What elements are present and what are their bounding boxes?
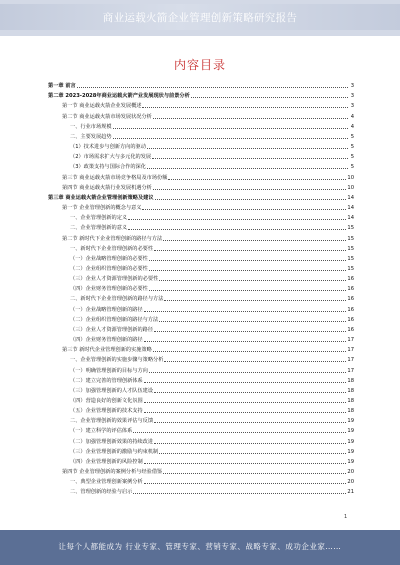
toc-entry[interactable] (48, 457, 354, 467)
toc-leader-dots (153, 351, 347, 352)
toc-entry-label: 一、新时代下企业管理创新的必要性 (70, 245, 154, 252)
toc-entry-page: 18 (347, 398, 354, 404)
toc-leader-dots (147, 168, 348, 169)
toc-leader-dots (152, 158, 348, 159)
toc-entry-label: （三）加强管理创新的人才队伍建设 (70, 387, 154, 394)
toc-entry-label: 一、行业市场规模 (70, 123, 112, 130)
toc-entry-page: 14 (347, 215, 354, 222)
toc-entry[interactable] (48, 386, 354, 396)
toc-leader-dots (142, 209, 346, 210)
toc-entry-page: 3 (350, 93, 354, 100)
toc-leader-dots (163, 240, 346, 241)
toc-leader-dots (149, 270, 347, 271)
toc-leader-dots (142, 107, 348, 108)
toc-entry-label: （一）企业战略管理创新的必要性 (70, 255, 148, 262)
toc-entry[interactable] (48, 223, 354, 233)
toc-entry-page: 16 (347, 316, 354, 323)
toc-entry-page: 18 (347, 387, 354, 394)
toc-entry-page: 21 (347, 489, 354, 496)
toc-entry-page: 17 (347, 367, 354, 374)
toc-entry-page: 17 (347, 337, 354, 344)
toc-entry-page: 3 (350, 103, 354, 110)
toc-leader-dots (149, 260, 347, 261)
toc-entry[interactable] (48, 101, 354, 111)
toc-entry-page: 19 (347, 428, 354, 435)
toc-leader-dots (128, 219, 346, 220)
toc-entry[interactable] (48, 447, 354, 457)
toc-entry-page: 15 (347, 255, 354, 262)
toc-entry[interactable] (48, 264, 354, 274)
report-title: 商业运载火箭企业管理创新策略研究报告 (102, 12, 298, 24)
toc-entry-label: （二）企业组织管理创新的路径与方法 (70, 316, 159, 323)
toc-entry[interactable] (48, 111, 354, 121)
toc-entry-page: 16 (347, 326, 354, 333)
toc-entry-label: 一、典型企业管理创新案例分析 (70, 479, 143, 486)
toc-entry-label: 二、管理创新的经验与启示 (70, 489, 133, 496)
toc-entry-page: 19 (347, 458, 354, 465)
toc-entry[interactable] (48, 284, 354, 294)
toc-entry-label: （一）明确管理创新的目标与方向 (70, 367, 148, 374)
toc-leader-dots (147, 148, 348, 149)
toc-entry-label: （三）企业管理创新的激励与约束机制 (70, 448, 159, 455)
toc-entry-page: 5 (350, 164, 354, 171)
toc-entry[interactable] (48, 142, 354, 152)
toc-entry[interactable] (48, 477, 354, 487)
toc-entry-page: 16 (347, 296, 354, 303)
toc-entry[interactable] (48, 162, 354, 172)
toc-leader-dots (153, 189, 347, 190)
toc-entry-label: 第三章 商业运载火箭企业管理创新策略及建议 (48, 194, 154, 201)
toc-entry-label: 第三节 商业运载火箭市场竞争格局及市场份额 (62, 174, 168, 181)
toc-entry[interactable] (48, 396, 354, 406)
toc-entry[interactable] (48, 183, 354, 193)
toc-entry-label: 二、企业管理创新的效果评估与反馈 (70, 418, 154, 425)
toc-entry[interactable] (48, 91, 354, 101)
toc-entry-page: 18 (347, 408, 354, 415)
toc-entry-label: 第一章 前言 (48, 83, 76, 90)
toc-leader-dots (154, 422, 346, 423)
toc-leader-dots (113, 138, 348, 139)
toc-leader-dots (144, 483, 347, 484)
toc-leader-dots (159, 453, 346, 454)
toc-leader-dots (154, 331, 346, 332)
toc-entry[interactable] (48, 426, 354, 436)
toc-entry-label: （三）企业人才资源管理创新的路径 (70, 326, 154, 333)
toc-leader-dots (159, 280, 346, 281)
toc-entry-page: 19 (347, 418, 354, 425)
toc-entry-page: 5 (350, 133, 354, 140)
table-of-contents (48, 81, 354, 511)
toc-entry-page: 15 (347, 235, 354, 242)
toc-entry-label: 一、企业管理创新的实施步骤与策略分析 (70, 357, 164, 364)
toc-entry-label: （二）企业组织管理创新的必要性 (70, 265, 148, 272)
toc-entry-label: 第四节 商业运载火箭行业发展机遇分析 (62, 184, 152, 191)
toc-entry-label: 二、企业管理创新的意义 (70, 225, 128, 232)
toc-entry-label: （3）政策支持与国际合作的深化 (70, 164, 146, 171)
toc-leader-dots (144, 311, 347, 312)
toc-entry[interactable] (48, 376, 354, 386)
toc-entry[interactable] (48, 335, 354, 345)
toc-entry-label: 一、企业管理创新的定义 (70, 215, 128, 222)
toc-entry[interactable] (48, 254, 354, 264)
toc-entry-label: 第一节 企业管理创新的概念与意义 (62, 205, 142, 212)
footer-slogan: 让每个人都能成为 行业专家、管理专家、营销专家、战略专家、成功企业家…… (58, 542, 342, 551)
toc-entry[interactable] (48, 304, 354, 314)
toc-entry-page: 16 (347, 306, 354, 313)
toc-entry-label: 二、新时代下企业管理创新的路径与方法 (70, 296, 164, 303)
toc-entry-label: （三）企业人才资源管理创新的必要性 (70, 276, 159, 283)
toc-entry-label: （一）企业战略管理创新的路径 (70, 306, 143, 313)
toc-leader-dots (133, 432, 346, 433)
toc-entry[interactable] (48, 406, 354, 416)
toc-leader-dots (154, 392, 346, 393)
toc-entry[interactable] (48, 436, 354, 446)
toc-entry-label: （1）技术进步与创新方向的驱动 (70, 144, 146, 151)
toc-entry-label: 第二节 新时代下企业管理创新的路径与方法 (62, 235, 163, 242)
toc-leader-dots (149, 372, 347, 373)
toc-entry-page: 10 (347, 184, 354, 191)
toc-entry-label: 第二节 商业运载火箭市场发展状况分析 (62, 113, 152, 120)
toc-entry[interactable] (48, 365, 354, 375)
toc-entry-page: 4 (350, 113, 354, 120)
toc-entry-page: 19 (347, 448, 354, 455)
toc-entry-label: 第一节 商业运载火箭企业发展概述 (62, 103, 142, 110)
toc-entry-page: 20 (347, 469, 354, 476)
toc-entry[interactable] (48, 203, 354, 213)
toc-heading: 内容目录 (173, 58, 226, 72)
toc-entry[interactable] (48, 213, 354, 223)
toc-leader-dots (191, 97, 348, 98)
toc-leader-dots (154, 250, 346, 251)
toc-leader-dots (149, 290, 347, 291)
toc-leader-dots (128, 229, 346, 230)
toc-entry-label: （五）企业管理创新的技术支持 (70, 408, 143, 415)
toc-entry-label: 第二章 2023-2028年商业运载火箭产业发展现状与前景分析 (48, 93, 190, 100)
toc-entry[interactable] (48, 416, 354, 426)
toc-entry-label: 第四节 企业管理创新的案例分析与经验借鉴 (62, 469, 163, 476)
toc-entry-page: 10 (347, 174, 354, 181)
toc-entry-label: （二）加强管理创新效果的持续改进 (70, 438, 154, 445)
toc-entry[interactable] (48, 274, 354, 284)
toc-entry-page: 15 (347, 245, 354, 252)
toc-entry[interactable] (48, 315, 354, 325)
toc-entry[interactable] (48, 294, 354, 304)
toc-entry-label: （一）建立科学的评估体系 (70, 428, 133, 435)
toc-leader-dots (144, 382, 347, 383)
toc-leader-dots (164, 300, 346, 301)
toc-entry-page: 4 (350, 123, 354, 130)
toc-entry-page: 15 (347, 265, 354, 272)
toc-leader-dots (154, 443, 346, 444)
toc-entry-page: 19 (347, 438, 354, 445)
toc-entry-label: （2）市场需求扩大与多元化的发展 (70, 154, 152, 161)
toc-entry-label: （四）营造良好的创新文化氛围 (70, 398, 143, 404)
footer-banner (0, 530, 400, 565)
toc-entry[interactable] (48, 122, 354, 132)
toc-entry[interactable] (48, 345, 354, 355)
toc-leader-dots (77, 87, 348, 88)
toc-entry[interactable] (48, 193, 354, 203)
toc-entry[interactable] (48, 172, 354, 182)
toc-entry-label: （二）建立完善的管理创新体系 (70, 377, 143, 384)
toc-entry-page: 15 (347, 225, 354, 232)
toc-entry[interactable] (48, 467, 354, 477)
toc-leader-dots (159, 321, 346, 322)
toc-entry-page: 16 (347, 286, 354, 293)
toc-entry-page: 5 (350, 154, 354, 161)
toc-leader-dots (144, 463, 347, 464)
toc-entry[interactable] (48, 244, 354, 254)
toc-leader-dots (153, 118, 348, 119)
toc-leader-dots (133, 493, 346, 494)
toc-entry[interactable] (48, 132, 354, 142)
toc-leader-dots (163, 473, 346, 474)
toc-entry-page: 17 (347, 357, 354, 364)
toc-entry-label: （四）企业管理创新的风险控制 (70, 458, 143, 465)
toc-entry-page: 16 (347, 276, 354, 283)
toc-entry[interactable] (48, 487, 354, 497)
toc-leader-dots (155, 199, 347, 200)
header-banner (0, 0, 400, 36)
toc-entry-page: 18 (347, 377, 354, 384)
toc-leader-dots (144, 402, 347, 403)
toc-leader-dots (144, 412, 347, 413)
toc-leader-dots (144, 341, 347, 342)
toc-entry[interactable] (48, 81, 354, 91)
toc-entry-label: （四）企业财务管理创新的路径 (70, 337, 143, 344)
toc-entry-page: 17 (347, 347, 354, 354)
toc-leader-dots (113, 128, 348, 129)
toc-entry-page: 3 (350, 83, 354, 90)
toc-entry[interactable] (48, 325, 354, 335)
toc-entry-page: 20 (347, 479, 354, 486)
toc-leader-dots (164, 361, 346, 362)
toc-entry-page: 14 (347, 194, 354, 201)
toc-entry[interactable] (48, 355, 354, 365)
toc-entry[interactable] (48, 233, 354, 243)
toc-entry-label: 二、主要发展趋势 (70, 133, 112, 140)
toc-entry-page: 14 (347, 205, 354, 212)
toc-entry-label: （四）企业财务管理创新的必要性 (70, 286, 148, 293)
toc-entry-label: 第三节 新时代企业管理创新的实施策略 (62, 347, 152, 354)
toc-leader-dots (168, 179, 346, 180)
page-number: 1 (344, 514, 348, 520)
toc-entry[interactable] (48, 152, 354, 162)
toc-entry-page: 5 (350, 144, 354, 151)
